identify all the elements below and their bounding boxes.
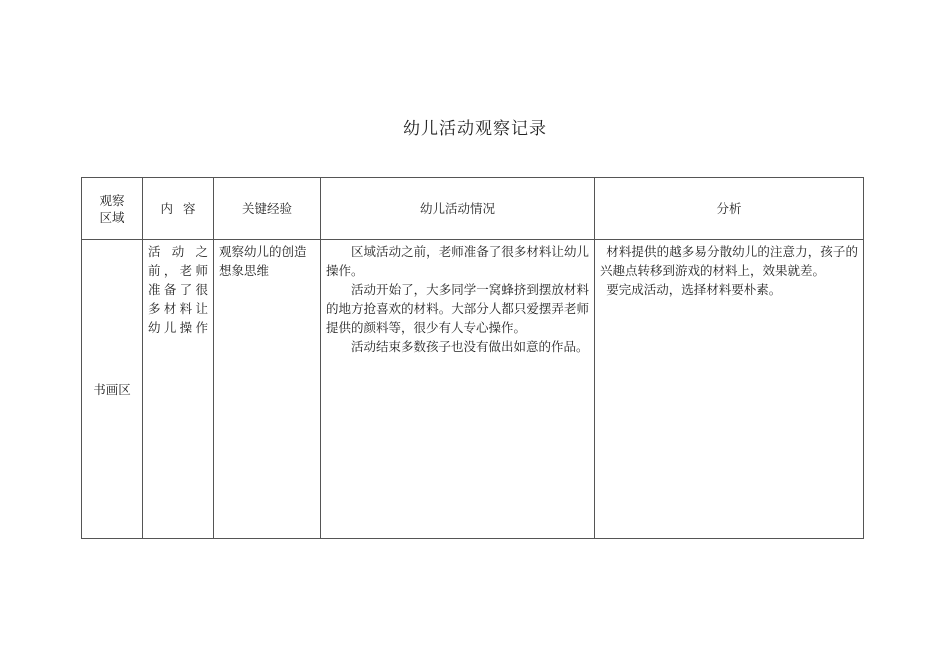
analysis-paragraph: 要完成活动，选择材料要朴素。 xyxy=(606,282,782,297)
header-content xyxy=(143,178,214,240)
header-region-line2: 区域 xyxy=(99,209,125,225)
header-activity: 幼儿活动情况 xyxy=(321,178,595,240)
content-line: 多材料让 xyxy=(148,301,208,316)
table-row xyxy=(82,240,864,539)
content-line: 活 动 之 xyxy=(148,244,208,259)
header-analysis: 分析 xyxy=(595,178,864,240)
page-title: 幼儿活动观察记录 xyxy=(403,119,547,139)
content-line: 准备了很 xyxy=(148,282,208,297)
activity-paragraph: 区域活动之前，老师准备了很多材料让幼儿操作。 xyxy=(326,244,589,278)
analysis-paragraph: 材料提供的越多易分散幼儿的注意力，孩子的兴趣点转移到游戏的材料上，效果就差。 xyxy=(600,244,858,278)
cell-analysis xyxy=(595,240,864,539)
header-row xyxy=(82,178,864,240)
activity-paragraph: 活动开始了，大多同学一窝蜂挤到摆放材料的地方抢喜欢的材料。大部分人都只爱摆弄老师提供的颜料等，很少有人专心操作。 xyxy=(326,282,589,335)
cell-key-experience: 观察幼儿的创造想象思维 xyxy=(214,240,321,539)
cell-activity xyxy=(321,240,595,539)
header-region-line1: 观察 xyxy=(99,192,125,208)
cell-content xyxy=(143,240,214,539)
content-line: 幼儿操作 xyxy=(148,320,208,335)
header-region xyxy=(82,178,143,240)
cell-region: 书画区 xyxy=(82,240,143,539)
content-line: 前，老师 xyxy=(148,263,208,278)
activity-paragraph: 活动结束多数孩子也没有做出如意的作品。 xyxy=(351,339,589,354)
observation-table xyxy=(81,177,864,539)
header-key-experience: 关键经验 xyxy=(214,178,321,240)
header-content-label: 内容 xyxy=(160,201,206,216)
